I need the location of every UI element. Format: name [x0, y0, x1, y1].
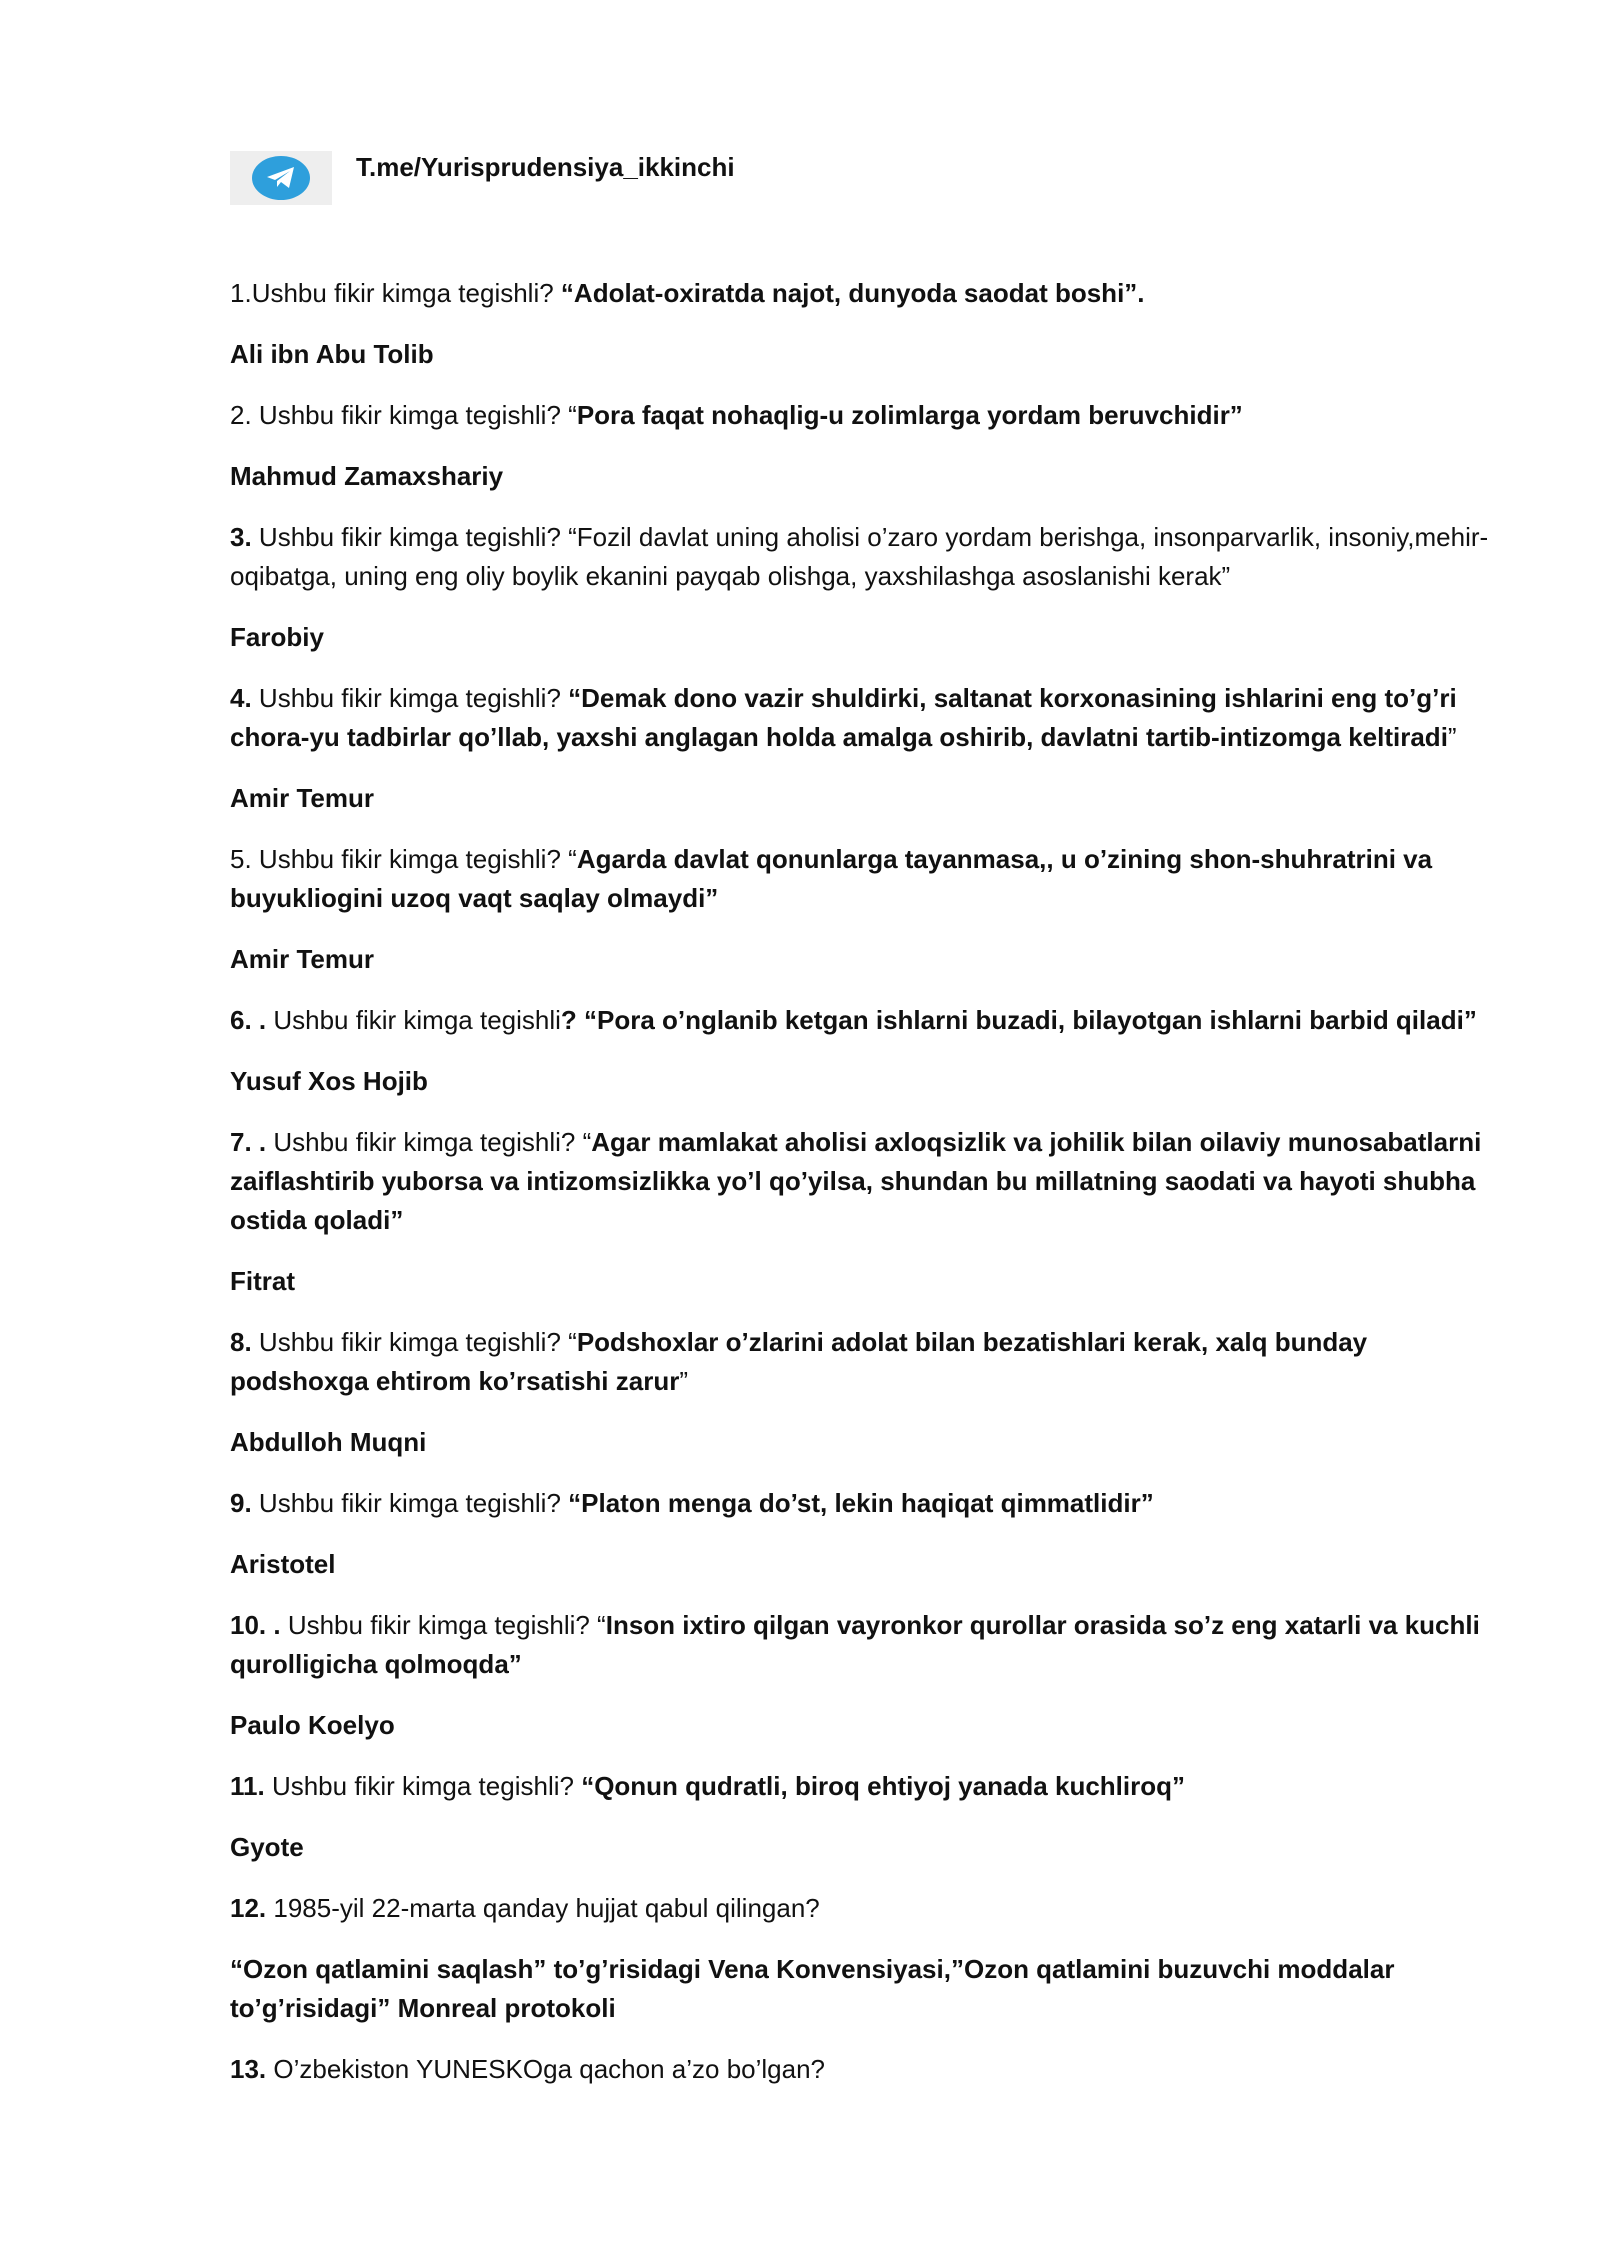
answer-8: Abdulloh Muqni	[230, 1427, 427, 1457]
question-13: 13. O’zbekiston YUNESKOga qachon a’zo bo’lgan?	[230, 2054, 826, 2084]
answer-2: Mahmud Zamaxshariy	[230, 461, 504, 491]
document-body	[230, 274, 1490, 2111]
answer-10: Paulo Koelyo	[230, 1710, 395, 1740]
question-6: 6. . Ushbu fikir kimga tegishli? “Pora o’nglanib ketgan ishlarni buzadi, bilayotgan ishlarni barbid qiladi”	[230, 1005, 1477, 1035]
paper-plane-icon	[266, 166, 296, 190]
question-5: 5. Ushbu fikir kimga tegishli? “Agarda davlat qonunlarga tayanmasa,, u o’zining shon-shuhratrini va buyukliogini uzoq vaqt saqlay olmaydi”	[230, 844, 1433, 913]
question-11: 11. Ushbu fikir kimga tegishli? “Qonun qudratli, biroq ehtiyoj yanada kuchliroq”	[230, 1771, 1186, 1801]
answer-4: Amir Temur	[230, 783, 374, 813]
question-2: 2. Ushbu fikir kimga tegishli? “Pora faqat nohaqlig-u zolimlarga yordam beruvchidir”	[230, 400, 1243, 430]
question-12: 12. 1985-yil 22-marta qanday hujjat qabul qilingan?	[230, 1893, 820, 1923]
telegram-channel-link[interactable]: T.me/Yurisprudensiya_ikkinchi	[356, 151, 735, 182]
answer-7: Fitrat	[230, 1266, 295, 1296]
question-9: 9. Ushbu fikir kimga tegishli? “Platon menga do’st, lekin haqiqat qimmatlidir”	[230, 1488, 1154, 1518]
answer-12: “Ozon qatlamini saqlash” to’g’risidagi Vena Konvensiyasi,”Ozon qatlamini buzuvchi moddalar to’g’risidagi” Monreal protokoli	[230, 1954, 1395, 2023]
answer-3: Farobiy	[230, 622, 324, 652]
header	[230, 150, 735, 206]
answer-6: Yusuf Xos Hojib	[230, 1066, 428, 1096]
answer-11: Gyote	[230, 1832, 304, 1862]
question-7: 7. . Ushbu fikir kimga tegishli? “Agar mamlakat aholisi axloqsizlik va johilik bilan oilaviy munosabatlarni zaiflashtirib yuborsa va intizomsizlikka yo’l qo’yilsa, shundan bu millatning saodati va hayoti shubha ostida qoladi”	[230, 1127, 1482, 1235]
question-1: 1.Ushbu fikir kimga tegishli? “Adolat-oxiratda najot, dunyoda saodat boshi”.	[230, 278, 1145, 308]
telegram-logo	[230, 151, 332, 205]
answer-9: Aristotel	[230, 1549, 336, 1579]
question-10: 10. . Ushbu fikir kimga tegishli? “Inson ixtiro qilgan vayronkor qurollar orasida so’z eng xatarli va kuchli qurolligicha qolmoqda”	[230, 1610, 1480, 1679]
answer-1: Ali ibn Abu Tolib	[230, 339, 434, 369]
question-8: 8. Ushbu fikir kimga tegishli? “Podshoxlar o’zlarini adolat bilan bezatishlari kerak, xalq bunday podshoxga ehtirom ko’rsatishi zarur”	[230, 1327, 1368, 1396]
answer-5: Amir Temur	[230, 944, 374, 974]
question-3: 3. Ushbu fikir kimga tegishli? “Fozil davlat uning aholisi o’zaro yordam berishga, insonparvarlik, insoniy,mehir-oqibatga, uning eng oliy boylik ekanini payqab olishga, yaxshilashga asoslanishi kerak”	[230, 522, 1489, 591]
question-4: 4. Ushbu fikir kimga tegishli? “Demak dono vazir shuldirki, saltanat korxonasining ishlarini eng to’g’ri chora-yu tadbirlar qo’llab, yaxshi anglagan holda amalga oshirib, davlatni tartib-intizomga keltiradi”	[230, 683, 1457, 752]
telegram-icon	[252, 156, 310, 200]
